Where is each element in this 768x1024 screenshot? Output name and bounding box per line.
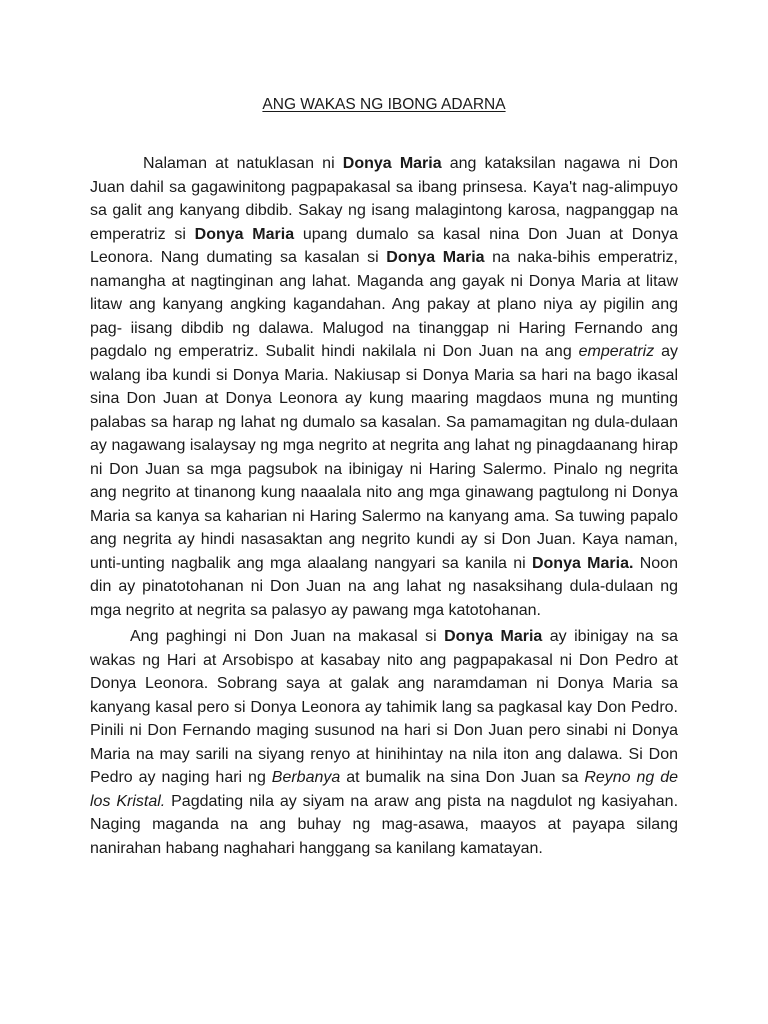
text-run: Ang paghingi ni Don Juan na makasal si [130, 628, 445, 645]
italic-term: Reyno ng de los Kristal. [90, 769, 679, 810]
bold-name: Donya Maria [194, 225, 295, 243]
text-run: ang kataksilan nagawa ni Don Juan dahil sa gagawinitong pagpapakasal sa ibang prinsesa. Kaya't nag-alimpuyo sa galit ang kanyang dibdib. Sakay ng isang malagintong karosa, nagpanggap na emperatriz si [90, 155, 679, 243]
text-run: ay walang iba kundi si Donya Maria. Nakiusap si Donya Maria sa hari na bago ikasal sina Don Juan at Donya Leonora ay kung maaring magdaos muna ng munting palabas sa harap ng lahat ng dumalo sa kasalan. Sa pamamagitan ng dula-dulaan ay nagawang isalaysay ng mga negrito at negrita ang lahat ng pinagdaanang hirap ni Don Juan sa mga pagsubok na ibinigay ni Haring Salermo. Pinalo ng negrita ang negrito at tinanong kung naaalala nito ang mga ginawang pagtulong ni Donya Maria sa kanya sa kaharian ni Haring Salermo na kanyang ama. Sa tuwing papalo ang negrita ay hindi nasasaktan ang negrito kundi ay si Don Juan. Kaya naman, unti-unting nagbalik ang mga alaalang nangyari sa kanila ni [90, 343, 678, 572]
document-page [90, 94, 678, 863]
bold-name: Donya Maria [386, 249, 485, 266]
text-run: Pagdating nila ay siyam na araw ang pista na nagdulot ng kasiyahan. Naging maganda na ang buhay ng mag-asawa, maayos at payapa silang nanirahan habang naghahari hanggang sa kanilang kamatayan. [90, 792, 679, 857]
italic-term: emperatriz [578, 343, 655, 360]
bold-name: Donya Maria. [531, 554, 634, 572]
paragraph-2 [90, 625, 678, 860]
italic-term: Berbanya [271, 769, 341, 786]
bold-name: Donya Maria [444, 628, 543, 645]
text-run: upang dumalo sa kasal nina Don Juan at Donya Leonora. Nang dumating sa kasalan si [90, 225, 678, 266]
text-run: ay ibinigay na sa wakas ng Hari at Arsobispo at kasabay nito ang pagpapakasal ni Don Pedro at Donya Leonora. Sobrang saya at galak ang naramdaman ni Donya Maria sa kanyang kasal pero si Donya Leonora ay tahimik lang sa pagkasal kay Don Pedro. Pinili ni Don Fernando maging susunod na hari si Don Juan pero sinabi ni Donya Maria na may sarili na siyang renyo at hinihintay na nila iton ang dalawa. Si Don Pedro ay naging hari ng [90, 628, 679, 786]
document-title: ANG WAKAS NG IBONG ADARNA [262, 96, 506, 113]
bold-name: Donya Maria [342, 155, 442, 172]
paragraph-1 [90, 152, 678, 622]
text-run: na naka-bihis emperatriz, namangha at nagtinginan ang lahat. Maganda ang gayak ni Donya Maria at litaw litaw ang kanyang angking kagandahan. Ang pakay at plano niya ay pigilin ang pag- iisang dibdib ng dalawa. Malugod na tinanggap ni Haring Fernando ang pagdalo ng emperatriz. Subalit hindi nakilala ni Don Juan na ang [90, 249, 678, 360]
text-run: Noon din ay pinatotohanan ni Don Juan na ang lahat ng nasaksihang dula-dulaan ng mga negrito at negrita sa palasyo ay pawang mga katotohanan. [90, 554, 678, 619]
text-run: at bumalik na sina Don Juan sa [340, 769, 585, 786]
text-run: Nalaman at natuklasan ni [143, 155, 343, 172]
